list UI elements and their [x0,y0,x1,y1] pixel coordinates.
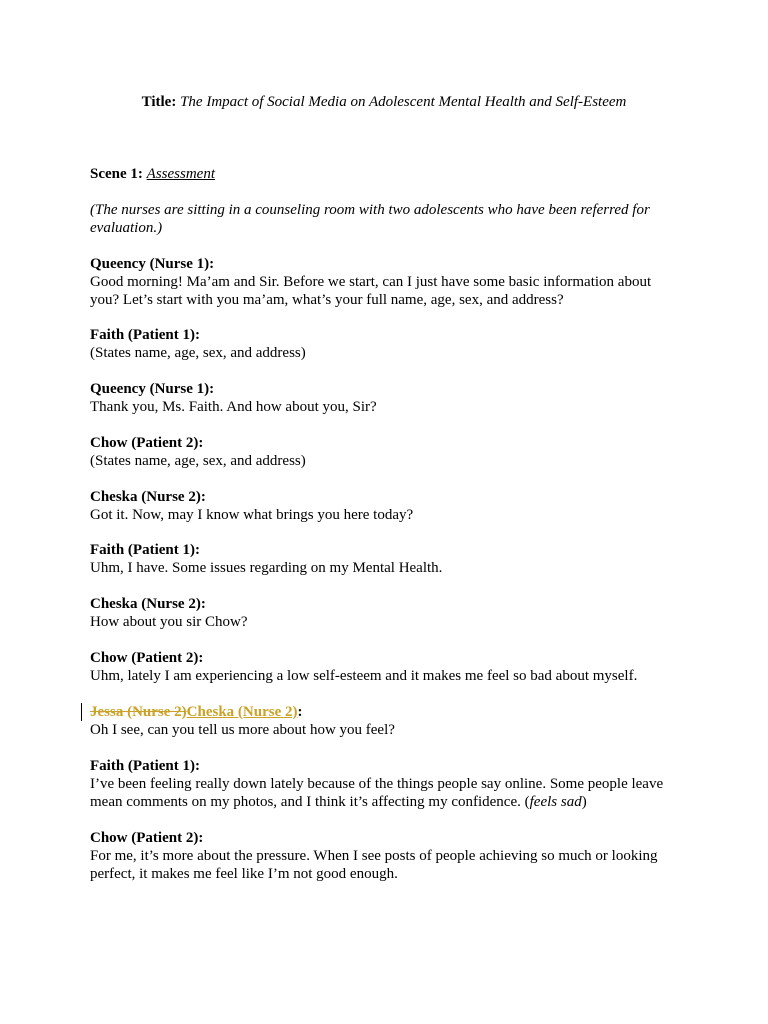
speaker-name: Queency (Nurse 1): [90,381,215,397]
title-label: Title: [141,94,177,110]
dialogue-block [90,255,680,309]
track-change-bar [81,703,82,721]
dialogue-line: Uhm, lately I am experiencing a low self-esteem and it makes me feel so bad about myself. [90,668,638,684]
speaker-name: Queency (Nurse 1): [90,256,215,272]
dialogue-line: For me, it’s more about the pressure. When I see posts of people achieving so much or looking perfect, it makes me feel like I’m not good enough. [90,848,658,882]
dialogue-text-end: ) [581,794,587,810]
speaker-name: Cheska (Nurse 2): [90,489,206,505]
speaker-name: Faith (Patient 1): [90,327,200,343]
scene-label: Scene 1: [90,166,143,182]
speaker-name: Cheska (Nurse 2): [90,596,206,612]
dialogue-block [90,757,680,811]
speaker-name: Chow (Patient 2): [90,650,204,666]
dialogue-line: (States name, age, sex, and address) [90,345,306,361]
stage-note: feels sad [529,794,582,810]
dialogue-line: Uhm, I have. Some issues regarding on my Mental Health. [90,560,443,576]
dialogue-block [90,488,680,524]
dialogue-line: Thank you, Ms. Faith. And how about you, Sir? [90,399,377,415]
speaker-name: Faith (Patient 1): [90,542,200,558]
document-title [0,93,768,111]
dialogue-block [90,380,680,416]
dialogue-line [90,775,680,811]
dialogue-text: I’ve been feeling really down lately because of the things people say online. Some people leave mean comments on my photos, and I think it’s affecting my confidence. ( [90,776,664,810]
title-text: The Impact of Social Media on Adolescent Mental Health and Self-Esteem [180,94,627,110]
dialogue-block [90,541,680,577]
dialogue-line: (States name, age, sex, and address) [90,453,306,469]
scene-heading [90,165,215,183]
dialogue-block [90,595,680,631]
dialogue-line: Oh I see, can you tell us more about how you feel? [90,722,395,738]
deleted-speaker-name: Jessa (Nurse 2) [90,704,187,720]
dialogue-block [90,326,680,362]
dialogue-block-tracked-change [90,703,680,739]
dialogue-line: How about you sir Chow? [90,614,248,630]
dialogue-block [90,434,680,470]
stage-direction: (The nurses are sitting in a counseling room with two adolescents who have been referred for evaluation.) [90,202,650,236]
dialogue-line: Got it. Now, may I know what brings you here today? [90,507,414,523]
dialogue-block [90,829,680,883]
inserted-speaker-name: Cheska (Nurse 2) [186,704,298,720]
speaker-name-revised [90,703,680,721]
speaker-name: Chow (Patient 2): [90,435,204,451]
speaker-colon: : [297,704,303,720]
dialogue-line: Good morning! Ma’am and Sir. Before we start, can I just have some basic information about you? Let’s start with you ma’am, what’s your full name, age, sex, and address? [90,274,652,308]
speaker-name: Faith (Patient 1): [90,758,200,774]
dialogue-block [90,649,680,685]
scene-name: Assessment [146,166,215,182]
speaker-name: Chow (Patient 2): [90,830,204,846]
